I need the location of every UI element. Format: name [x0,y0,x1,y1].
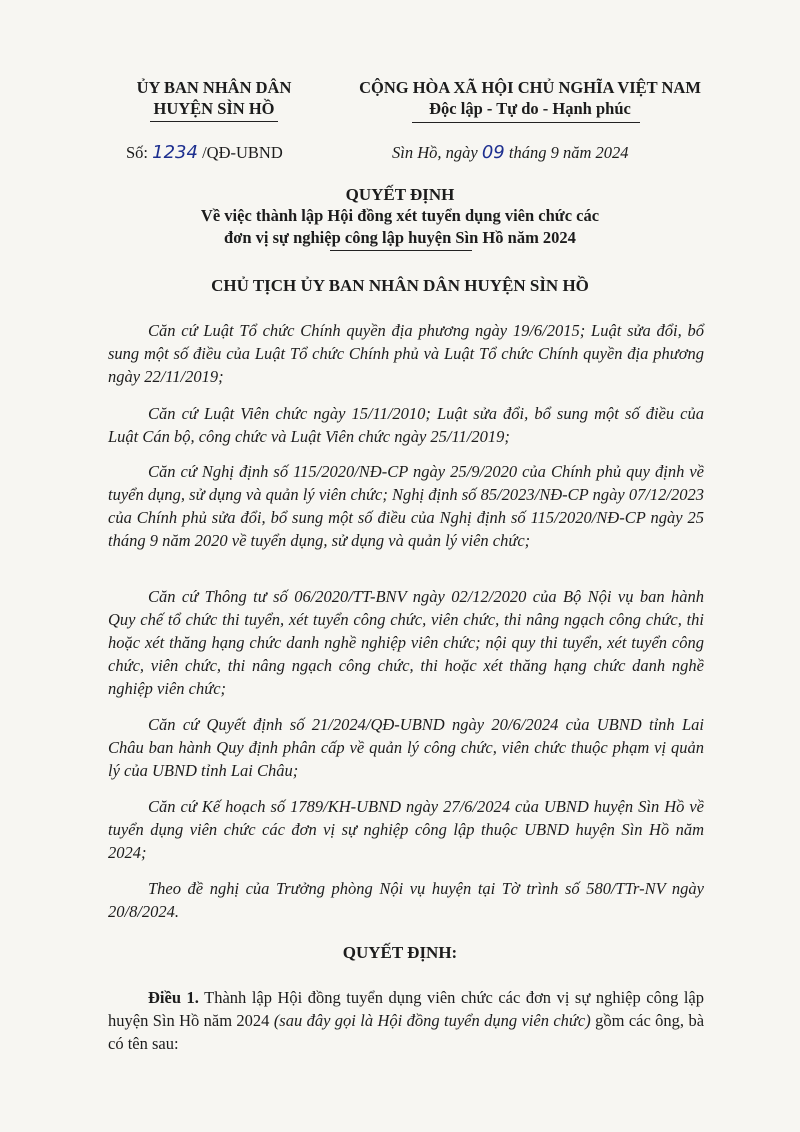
article-1-text: Thành lập Hội đồng tuyển dụng viên chức các đơn vị sự nghiệp công lập huyện Sìn Hồ năm 2024 [108,988,705,1030]
decision-subject-line1: Về việc thành lập Hội đồng xét tuyển dụng viên chức các [200,206,600,225]
handwritten-day: 09 [481,142,505,163]
document-number [126,142,283,163]
number-prefix: Số: [126,143,149,162]
place-date [392,142,628,163]
place-date-prefix: Sìn Hồ, ngày [392,143,478,162]
motto-underline [412,122,640,123]
decision-title: QUYẾT ĐỊNH [345,185,455,204]
preamble-item: Theo đề nghị của Trưởng phòng Nội vụ huyện tại Tờ trình số 580/TTr-NV ngày 20/8/2024. [108,879,704,921]
title-underline [330,250,472,251]
national-motto: Độc lập - Tự do - Hạnh phúc [429,99,631,118]
preamble-item: Căn cứ Nghị định số 115/2020/NĐ-CP ngày 25/9/2020 của Chính phủ quy định về tuyển dụng, sử dụng và quản lý viên chức; Nghị định số 85/2023/NĐ-CP ngày 07/12/2023 của Chính phủ sửa đổi, bổ sung một số điều của Nghị định số 115/2020/NĐ-CP ngày 25 tháng 9 năm 2020 về tuyển dụng, sử dụng và quản lý viên chức; [108,462,704,550]
preamble-item: Căn cứ Thông tư số 06/2020/TT-BNV ngày 02/12/2020 của Bộ Nội vụ ban hành Quy chế tổ chức thi tuyển, xét tuyển công chức, viên chức, thi nâng ngạch công chức, thi hoặc xét thăng hạng chức danh nghề nghiệp viên chức; nội quy thi tuyển, xét tuyển công chức, viên chức, thi nâng ngạch công chức, thi hoặc xét thăng hạng chức danh nghề nghiệp viên chức; [108,587,704,698]
preamble-item: Căn cứ Kế hoạch số 1789/KH-UBND ngày 27/6/2024 của UBND huyện Sìn Hồ về tuyển dụng viên chức các đơn vị sự nghiệp công lập thuộc UBND huyện Sìn Hồ năm 2024; [108,797,704,862]
preamble-item: Căn cứ Luật Viên chức ngày 15/11/2010; Luật sửa đổi, bổ sung một số điều của Luật Cán bộ, công chức và Luật Viên chức ngày 25/11/2019; [108,404,704,446]
handwritten-number: 1234 [152,142,198,163]
article-1-label: Điều 1. [148,988,199,1007]
decision-heading: QUYẾT ĐỊNH: [342,943,458,962]
agency-name-line2: HUYỆN SÌN HỒ [153,99,275,118]
issuing-authority: CHỦ TỊCH ỦY BAN NHÂN DÂN HUYỆN SÌN HỒ [211,276,589,295]
decision-subject-line2: đơn vị sự nghiệp công lập huyện Sìn Hồ năm 2024 [224,228,576,247]
agency-underline [150,121,278,122]
preamble-item: Căn cứ Quyết định số 21/2024/QĐ-UBND ngày 20/6/2024 của UBND tỉnh Lai Châu ban hành Quy định phân cấp về quản lý công chức, viên chức thuộc phạm vị quản lý của UBND tỉnh Lai Châu; [108,715,704,780]
place-date-suffix: tháng 9 năm 2024 [508,143,629,162]
article-1-text-end: gồm các ông, bà có tên sau: [108,1011,705,1053]
article-1 [108,986,704,1055]
article-1-italic: (sau đây gọi là Hội đồng tuyển dụng viên chức) [273,1011,591,1030]
preamble-item: Căn cứ Luật Tổ chức Chính quyền địa phương ngày 19/6/2015; Luật sửa đổi, bổ sung một số điều của Luật Tổ chức Chính phủ và Luật Tổ chức Chính quyền địa phương ngày 22/11/2019; [108,321,704,386]
number-suffix: /QĐ-UBND [202,143,283,162]
national-title: CỘNG HÒA XÃ HỘI CHỦ NGHĨA VIỆT NAM [359,78,701,97]
agency-name-line1: ỦY BAN NHÂN DÂN [136,78,292,97]
